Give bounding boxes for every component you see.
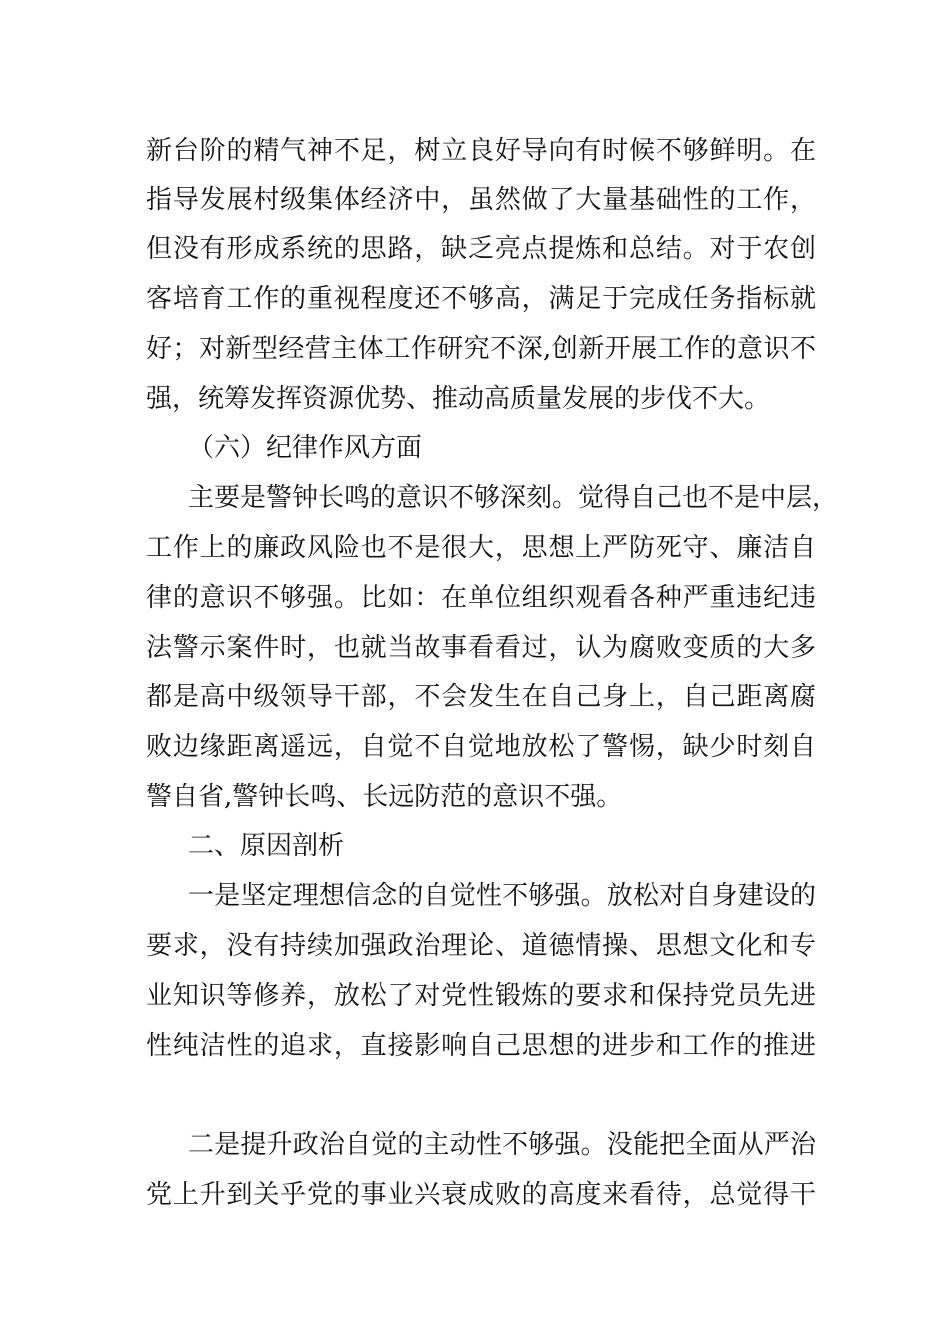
paragraph-line: 二是提升政治自觉的主动性不够强。没能把全面从严治 — [188, 1130, 816, 1160]
paragraph-line: 好；对新型经营主体工作研究不深,创新开展工作的意识不 — [146, 334, 816, 364]
paragraph-line: 党上升到关乎党的事业兴衰成败的高度来看待，总觉得干 — [146, 1180, 816, 1210]
paragraph-line: 指导发展村级集体经济中，虽然做了大量基础性的工作， — [146, 185, 816, 215]
section-heading: （六）纪律作风方面 — [188, 433, 423, 463]
paragraph-line: 新台阶的精气神不足，树立良好导向有时候不够鲜明。在 — [146, 136, 816, 166]
paragraph-line: 律的意识不够强。比如：在单位组织观看各种严重违纪违 — [146, 583, 816, 613]
paragraph-line: 一是坚定理想信念的自觉性不够强。放松对自身建设的 — [188, 881, 816, 911]
section-heading: 二、原因剖析 — [188, 831, 345, 861]
paragraph-line: 性纯洁性的追求，直接影响自己思想的进步和工作的推进 — [146, 1031, 816, 1061]
paragraph-line: 都是高中级领导干部，不会发生在自己身上，自己距离腐 — [146, 682, 816, 712]
paragraph-line: 强，统筹发挥资源优势、推动高质量发展的步伐不大。 — [146, 384, 771, 414]
paragraph-line: 业知识等修养，放松了对党性锻炼的要求和保持党员先进 — [146, 981, 816, 1011]
paragraph-line: 主要是警钟长鸣的意识不够深刻。觉得自己也不是中层， — [188, 483, 839, 513]
paragraph-line: 工作上的廉政风险也不是很大，思想上严防死守、廉洁自 — [146, 533, 816, 563]
paragraph-line: 但没有形成系统的思路，缺乏亮点提炼和总结。对于农创 — [146, 234, 816, 264]
paragraph-line: 警自省,警钟长鸣、长远防范的意识不强。 — [146, 782, 623, 812]
paragraph-line: 要求，没有持续加强政治理论、道德情操、思想文化和专 — [146, 931, 816, 961]
paragraph-line: 败边缘距离遥远，自觉不自觉地放松了警惕，缺少时刻自 — [146, 732, 816, 762]
paragraph-line: 法警示案件时，也就当故事看看过，认为腐败变质的大多 — [146, 633, 816, 663]
paragraph-line: 客培育工作的重视程度还不够高，满足于完成任务指标就 — [146, 284, 816, 314]
